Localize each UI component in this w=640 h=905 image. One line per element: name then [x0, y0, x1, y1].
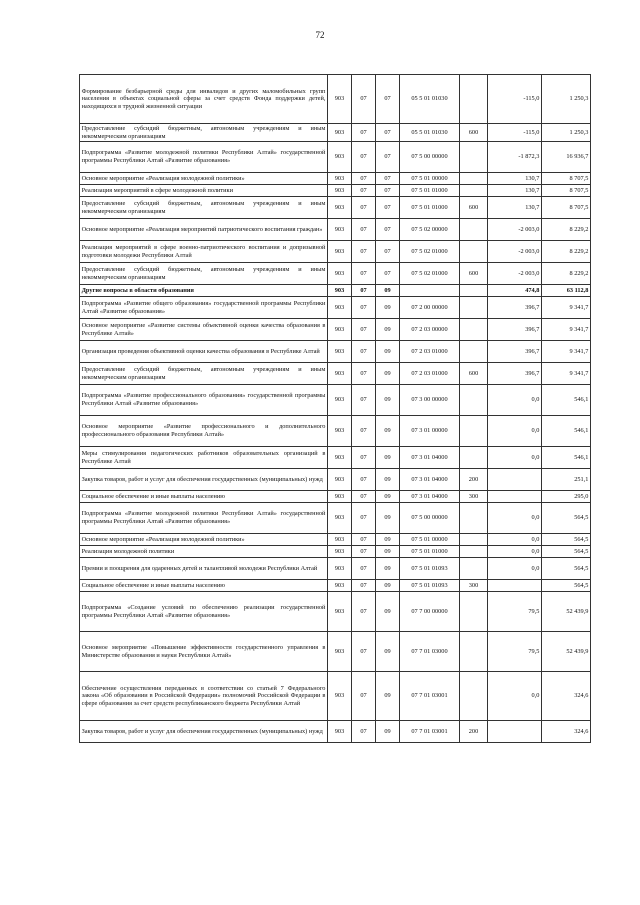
administrator-code-cell: 903 — [328, 672, 352, 721]
section-code-cell: 07 — [352, 297, 376, 319]
section-code-cell: 07 — [352, 592, 376, 632]
row-name-cell: Основное мероприятие «Развитие профессионального и дополнительного профессионального образования Республики Алтай» — [80, 416, 328, 447]
section-code-cell: 07 — [352, 319, 376, 341]
section-code-cell: 07 — [352, 285, 376, 297]
subsection-code-cell: 09 — [376, 580, 400, 592]
total-amount-cell: 546,1 — [542, 447, 591, 469]
section-code-cell: 07 — [352, 75, 376, 124]
administrator-code-cell: 903 — [328, 558, 352, 580]
target-article-cell: 07 5 01 00000 — [400, 534, 460, 546]
change-amount-cell: 396,7 — [488, 363, 542, 385]
total-amount-cell: 8 229,2 — [542, 263, 591, 285]
expense-type-cell — [460, 297, 488, 319]
target-article-cell: 07 5 01 01093 — [400, 580, 460, 592]
row-name-cell: Обеспечение осуществления переданных в соответствии со статьей 7 Федерального закона «Об образовании в Российской Федерации» полномочий Российской Федерации в сфере образования за счет средств республиканского бюджета Республики Алтай — [80, 672, 328, 721]
section-code-cell: 07 — [352, 672, 376, 721]
change-amount-cell: -115,0 — [488, 75, 542, 124]
administrator-code-cell: 903 — [328, 491, 352, 503]
total-amount-cell: 8 229,2 — [542, 219, 591, 241]
subsection-code-cell: 09 — [376, 592, 400, 632]
subsection-code-cell: 09 — [376, 546, 400, 558]
section-code-cell: 07 — [352, 534, 376, 546]
total-amount-cell: 546,1 — [542, 385, 591, 416]
target-article-cell — [400, 285, 460, 297]
total-amount-cell: 564,5 — [542, 558, 591, 580]
target-article-cell: 07 5 00 00000 — [400, 503, 460, 534]
expense-type-cell — [460, 534, 488, 546]
expense-type-cell — [460, 385, 488, 416]
subsection-code-cell: 09 — [376, 285, 400, 297]
row-name-cell: Предоставление субсидий бюджетным, автономным учреждениям и иным некоммерческим организациям — [80, 363, 328, 385]
total-amount-cell: 9 341,7 — [542, 341, 591, 363]
expense-type-cell — [460, 75, 488, 124]
subsection-code-cell: 09 — [376, 447, 400, 469]
change-amount-cell: 0,0 — [488, 546, 542, 558]
change-amount-cell — [488, 721, 542, 743]
target-article-cell: 07 2 03 00000 — [400, 319, 460, 341]
total-amount-cell: 8 229,2 — [542, 241, 591, 263]
administrator-code-cell: 903 — [328, 385, 352, 416]
target-article-cell: 07 7 01 03001 — [400, 672, 460, 721]
target-article-cell: 07 5 01 01000 — [400, 185, 460, 197]
change-amount-cell: 0,0 — [488, 447, 542, 469]
section-code-cell: 07 — [352, 185, 376, 197]
subsection-code-cell: 07 — [376, 197, 400, 219]
administrator-code-cell: 903 — [328, 173, 352, 185]
administrator-code-cell: 903 — [328, 447, 352, 469]
subsection-code-cell: 07 — [376, 185, 400, 197]
administrator-code-cell: 903 — [328, 219, 352, 241]
administrator-code-cell: 903 — [328, 580, 352, 592]
change-amount-cell: -115,0 — [488, 124, 542, 142]
change-amount-cell: 396,7 — [488, 319, 542, 341]
change-amount-cell: 0,0 — [488, 558, 542, 580]
subsection-code-cell: 09 — [376, 385, 400, 416]
row-name-cell: Премии и поощрения для одаренных детей и талантливой молодежи Республики Алтай — [80, 558, 328, 580]
target-article-cell: 07 5 02 01000 — [400, 263, 460, 285]
administrator-code-cell: 903 — [328, 263, 352, 285]
administrator-code-cell: 903 — [328, 721, 352, 743]
total-amount-cell: 52 439,9 — [542, 632, 591, 672]
change-amount-cell: 79,5 — [488, 592, 542, 632]
target-article-cell: 07 3 01 04000 — [400, 491, 460, 503]
table-row — [80, 197, 591, 219]
target-article-cell: 07 5 02 01000 — [400, 241, 460, 263]
change-amount-cell — [488, 580, 542, 592]
total-amount-cell: 8 707,5 — [542, 173, 591, 185]
table-row — [80, 75, 591, 124]
expense-type-cell — [460, 546, 488, 558]
row-name-cell: Предоставление субсидий бюджетным, автономным учреждениям и иным некоммерческим организациям — [80, 124, 328, 142]
table-row — [80, 447, 591, 469]
table-row — [80, 219, 591, 241]
total-amount-cell: 564,5 — [542, 534, 591, 546]
change-amount-cell: -2 003,0 — [488, 263, 542, 285]
administrator-code-cell: 903 — [328, 341, 352, 363]
expense-type-cell — [460, 241, 488, 263]
subsection-code-cell: 07 — [376, 75, 400, 124]
subsection-code-cell: 09 — [376, 672, 400, 721]
administrator-code-cell: 903 — [328, 124, 352, 142]
target-article-cell: 07 3 00 00000 — [400, 385, 460, 416]
row-name-cell: Другие вопросы в области образования — [80, 285, 328, 297]
administrator-code-cell: 903 — [328, 185, 352, 197]
budget-table-body — [80, 75, 591, 743]
subsection-code-cell: 09 — [376, 721, 400, 743]
administrator-code-cell: 903 — [328, 297, 352, 319]
section-code-cell: 07 — [352, 124, 376, 142]
section-code-cell: 07 — [352, 241, 376, 263]
expense-type-cell — [460, 219, 488, 241]
administrator-code-cell: 903 — [328, 197, 352, 219]
total-amount-cell: 251,1 — [542, 469, 591, 491]
subsection-code-cell: 07 — [376, 263, 400, 285]
table-row — [80, 124, 591, 142]
subsection-code-cell: 09 — [376, 469, 400, 491]
table-row — [80, 363, 591, 385]
table-row — [80, 319, 591, 341]
table-row — [80, 285, 591, 297]
table-row — [80, 241, 591, 263]
administrator-code-cell: 903 — [328, 503, 352, 534]
budget-table — [79, 74, 591, 743]
expense-type-cell — [460, 142, 488, 173]
total-amount-cell: 324,6 — [542, 721, 591, 743]
section-code-cell: 07 — [352, 632, 376, 672]
expense-type-cell — [460, 592, 488, 632]
row-name-cell: Закупка товаров, работ и услуг для обеспечения государственных (муниципальных) нужд — [80, 469, 328, 491]
expense-type-cell: 200 — [460, 469, 488, 491]
total-amount-cell: 63 112,8 — [542, 285, 591, 297]
total-amount-cell: 324,6 — [542, 672, 591, 721]
row-name-cell: Подпрограмма «Развитие молодежной политики Республики Алтай» государственной программы Республики Алтай «Развитие образования» — [80, 503, 328, 534]
table-row — [80, 142, 591, 173]
total-amount-cell: 8 707,5 — [542, 185, 591, 197]
administrator-code-cell: 903 — [328, 241, 352, 263]
row-name-cell: Основное мероприятие «Реализация молодежной политики» — [80, 173, 328, 185]
subsection-code-cell: 07 — [376, 219, 400, 241]
table-row — [80, 469, 591, 491]
change-amount-cell: -1 872,3 — [488, 142, 542, 173]
target-article-cell: 07 5 01 01000 — [400, 546, 460, 558]
table-row — [80, 173, 591, 185]
administrator-code-cell: 903 — [328, 142, 352, 173]
table-row — [80, 185, 591, 197]
total-amount-cell: 52 439,9 — [542, 592, 591, 632]
expense-type-cell — [460, 173, 488, 185]
total-amount-cell: 564,5 — [542, 503, 591, 534]
section-code-cell: 07 — [352, 219, 376, 241]
change-amount-cell: 130,7 — [488, 173, 542, 185]
administrator-code-cell: 903 — [328, 546, 352, 558]
expense-type-cell: 600 — [460, 363, 488, 385]
row-name-cell: Подпрограмма «Развитие молодежной политики Республики Алтай» государственной программы Республики Алтай «Развитие образования» — [80, 142, 328, 173]
section-code-cell: 07 — [352, 197, 376, 219]
administrator-code-cell: 903 — [328, 363, 352, 385]
row-name-cell: Подпрограмма «Развитие профессионального образования» государственной программы Республики Алтай «Развитие образования» — [80, 385, 328, 416]
target-article-cell: 07 2 00 00000 — [400, 297, 460, 319]
row-name-cell: Формирование безбарьерной среды для инвалидов и других маломобильных групп населения в объектах социальной сферы за счет средств Фонда поддержки детей, находящихся в трудной жизненной ситуации — [80, 75, 328, 124]
change-amount-cell: -2 003,0 — [488, 241, 542, 263]
administrator-code-cell: 903 — [328, 632, 352, 672]
row-name-cell: Закупка товаров, работ и услуг для обеспечения государственных (муниципальных) нужд — [80, 721, 328, 743]
row-name-cell: Реализация молодежной политики — [80, 546, 328, 558]
row-name-cell: Основное мероприятие «Реализация молодежной политики» — [80, 534, 328, 546]
row-name-cell: Подпрограмма «Создание условий по обеспечению реализации государственной программы Республики Алтай «Развитие образования» — [80, 592, 328, 632]
row-name-cell: Предоставление субсидий бюджетным, автономным учреждениям и иным некоммерческим организациям — [80, 263, 328, 285]
target-article-cell: 07 7 01 03000 — [400, 632, 460, 672]
administrator-code-cell: 903 — [328, 592, 352, 632]
expense-type-cell — [460, 503, 488, 534]
expense-type-cell — [460, 416, 488, 447]
table-row — [80, 558, 591, 580]
change-amount-cell — [488, 491, 542, 503]
target-article-cell: 05 5 01 01030 — [400, 124, 460, 142]
change-amount-cell: 79,5 — [488, 632, 542, 672]
total-amount-cell: 1 250,3 — [542, 124, 591, 142]
administrator-code-cell: 903 — [328, 75, 352, 124]
table-row — [80, 534, 591, 546]
subsection-code-cell: 09 — [376, 297, 400, 319]
total-amount-cell: 16 936,7 — [542, 142, 591, 173]
table-row — [80, 263, 591, 285]
table-row — [80, 721, 591, 743]
administrator-code-cell: 903 — [328, 416, 352, 447]
total-amount-cell: 564,5 — [542, 580, 591, 592]
expense-type-cell — [460, 632, 488, 672]
total-amount-cell: 9 341,7 — [542, 297, 591, 319]
table-row — [80, 341, 591, 363]
expense-type-cell — [460, 341, 488, 363]
target-article-cell: 07 5 02 00000 — [400, 219, 460, 241]
expense-type-cell: 300 — [460, 580, 488, 592]
change-amount-cell — [488, 469, 542, 491]
change-amount-cell: 0,0 — [488, 534, 542, 546]
change-amount-cell: 474,8 — [488, 285, 542, 297]
row-name-cell: Подпрограмма «Развитие общего образования» государственной программы Республики Алтай «Развитие образования» — [80, 297, 328, 319]
expense-type-cell: 300 — [460, 491, 488, 503]
section-code-cell: 07 — [352, 469, 376, 491]
section-code-cell: 07 — [352, 580, 376, 592]
total-amount-cell: 9 341,7 — [542, 363, 591, 385]
row-name-cell: Основное мероприятие «Развитие системы объективной оценки качества образования в Республике Алтай» — [80, 319, 328, 341]
change-amount-cell: 0,0 — [488, 385, 542, 416]
total-amount-cell: 546,1 — [542, 416, 591, 447]
table-row — [80, 546, 591, 558]
subsection-code-cell: 09 — [376, 534, 400, 546]
total-amount-cell: 295,0 — [542, 491, 591, 503]
subsection-code-cell: 09 — [376, 558, 400, 580]
target-article-cell: 07 3 01 00000 — [400, 416, 460, 447]
change-amount-cell: 0,0 — [488, 672, 542, 721]
section-code-cell: 07 — [352, 447, 376, 469]
table-row — [80, 385, 591, 416]
row-name-cell: Основное мероприятие «Реализация мероприятий патриотического воспитания граждан» — [80, 219, 328, 241]
expense-type-cell — [460, 319, 488, 341]
subsection-code-cell: 07 — [376, 241, 400, 263]
row-name-cell: Меры стимулирования педагогических работников образовательных организаций в Республике Алтай — [80, 447, 328, 469]
subsection-code-cell: 09 — [376, 319, 400, 341]
expense-type-cell: 600 — [460, 263, 488, 285]
section-code-cell: 07 — [352, 503, 376, 534]
target-article-cell: 07 5 00 00000 — [400, 142, 460, 173]
page-number: 72 — [315, 30, 325, 40]
row-name-cell: Организация проведения объективной оценки качества образования в Республике Алтай — [80, 341, 328, 363]
row-name-cell: Социальное обеспечение и иные выплаты населению — [80, 491, 328, 503]
table-row — [80, 672, 591, 721]
table-row — [80, 416, 591, 447]
table-row — [80, 297, 591, 319]
section-code-cell: 07 — [352, 546, 376, 558]
table-row — [80, 632, 591, 672]
expense-type-cell — [460, 185, 488, 197]
expense-type-cell — [460, 285, 488, 297]
change-amount-cell: 0,0 — [488, 503, 542, 534]
expense-type-cell — [460, 672, 488, 721]
row-name-cell: Реализация мероприятий в сфере военно-патриотического воспитания и допризывной подготовки молодежи Республики Алтай — [80, 241, 328, 263]
section-code-cell: 07 — [352, 385, 376, 416]
change-amount-cell: 396,7 — [488, 341, 542, 363]
section-code-cell: 07 — [352, 173, 376, 185]
change-amount-cell: 0,0 — [488, 416, 542, 447]
target-article-cell: 07 5 01 01093 — [400, 558, 460, 580]
table-row — [80, 580, 591, 592]
subsection-code-cell: 09 — [376, 491, 400, 503]
target-article-cell: 07 7 01 03001 — [400, 721, 460, 743]
change-amount-cell: 130,7 — [488, 185, 542, 197]
administrator-code-cell: 903 — [328, 319, 352, 341]
section-code-cell: 07 — [352, 142, 376, 173]
total-amount-cell: 9 341,7 — [542, 319, 591, 341]
section-code-cell: 07 — [352, 416, 376, 447]
subsection-code-cell: 09 — [376, 341, 400, 363]
target-article-cell: 07 7 00 00000 — [400, 592, 460, 632]
expense-type-cell: 200 — [460, 721, 488, 743]
target-article-cell: 07 5 01 00000 — [400, 173, 460, 185]
section-code-cell: 07 — [352, 363, 376, 385]
section-code-cell: 07 — [352, 721, 376, 743]
administrator-code-cell: 903 — [328, 285, 352, 297]
row-name-cell: Реализация мероприятий в сфере молодежной политики — [80, 185, 328, 197]
section-code-cell: 07 — [352, 341, 376, 363]
section-code-cell: 07 — [352, 491, 376, 503]
row-name-cell: Основное мероприятие «Повышение эффективности государственного управления в Министерстве образования и науки Республики Алтай» — [80, 632, 328, 672]
expense-type-cell: 600 — [460, 197, 488, 219]
expense-type-cell — [460, 447, 488, 469]
row-name-cell: Предоставление субсидий бюджетным, автономным учреждениям и иным некоммерческим организациям — [80, 197, 328, 219]
subsection-code-cell: 09 — [376, 416, 400, 447]
target-article-cell: 07 3 01 04000 — [400, 469, 460, 491]
target-article-cell: 07 2 03 01000 — [400, 341, 460, 363]
subsection-code-cell: 09 — [376, 632, 400, 672]
total-amount-cell: 8 707,5 — [542, 197, 591, 219]
expense-type-cell: 600 — [460, 124, 488, 142]
subsection-code-cell: 07 — [376, 142, 400, 173]
target-article-cell: 07 5 01 01000 — [400, 197, 460, 219]
subsection-code-cell: 07 — [376, 124, 400, 142]
target-article-cell: 07 2 03 01000 — [400, 363, 460, 385]
total-amount-cell: 564,5 — [542, 546, 591, 558]
section-code-cell: 07 — [352, 263, 376, 285]
total-amount-cell: 1 250,3 — [542, 75, 591, 124]
subsection-code-cell: 09 — [376, 503, 400, 534]
subsection-code-cell: 09 — [376, 363, 400, 385]
section-code-cell: 07 — [352, 558, 376, 580]
change-amount-cell: 130,7 — [488, 197, 542, 219]
target-article-cell: 05 5 01 01030 — [400, 75, 460, 124]
table-row — [80, 491, 591, 503]
row-name-cell: Социальное обеспечение и иные выплаты населению — [80, 580, 328, 592]
administrator-code-cell: 903 — [328, 534, 352, 546]
change-amount-cell: 396,7 — [488, 297, 542, 319]
table-row — [80, 592, 591, 632]
expense-type-cell — [460, 558, 488, 580]
change-amount-cell: -2 003,0 — [488, 219, 542, 241]
subsection-code-cell: 07 — [376, 173, 400, 185]
table-row — [80, 503, 591, 534]
target-article-cell: 07 3 01 04000 — [400, 447, 460, 469]
administrator-code-cell: 903 — [328, 469, 352, 491]
